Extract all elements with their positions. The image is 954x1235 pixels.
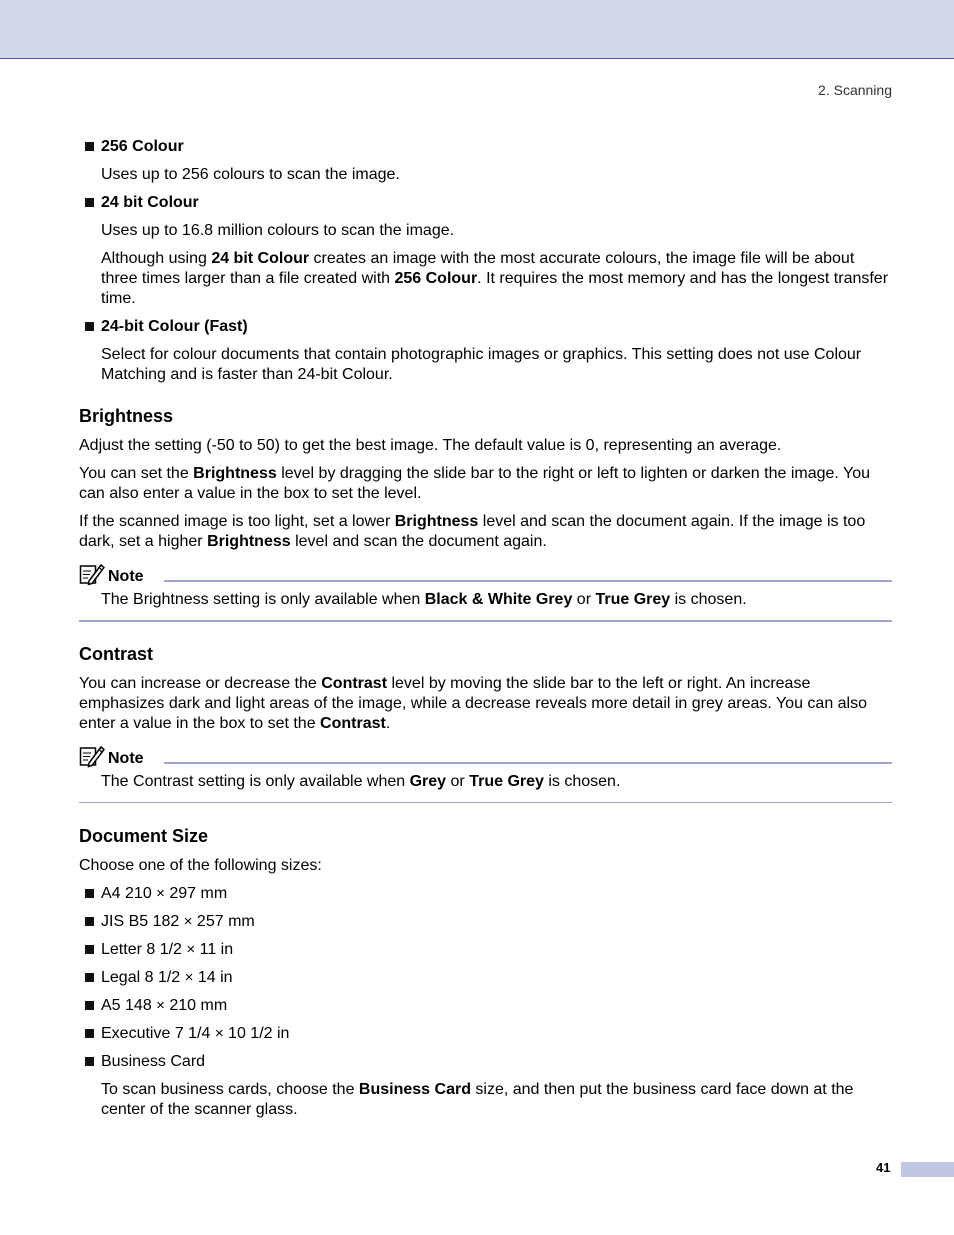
note-label: Note — [108, 750, 144, 767]
paragraph: You can set the Brightness level by dragging the slide bar to the right or left to lighten or darken the image. You can also enter a value in the box to set the level. — [79, 465, 871, 502]
page-number: 41 — [876, 1160, 891, 1175]
document-size-heading: Document Size — [79, 826, 209, 846]
size-item: Executive 7 1/4 × 10 1/2 in — [79, 1024, 892, 1044]
option-description: Select for colour documents that contain photographic images or graphics. This setting does not use Colour Matching and is faster than 24-bit Colour. — [101, 346, 862, 383]
option-description: Uses up to 16.8 million colours to scan the image. — [101, 222, 455, 239]
section-header: 2. Scanning — [818, 82, 892, 98]
note-pencil-icon — [79, 562, 105, 586]
size-item: JIS B5 182 × 257 mm — [79, 912, 892, 932]
note-pencil-icon — [79, 744, 105, 768]
business-card-text: To scan business cards, choose the Business Card size, and then put the business card face down at the center of the scanner glass. — [101, 1081, 854, 1118]
contrast-heading: Contrast — [79, 644, 154, 664]
bullet-item: 256 Colour — [79, 137, 892, 157]
colour24-detail: Although using 24 bit Colour creates an image with the most accurate colours, the image file will be about three times larger than a file created with 256 Colour. It requires the most memory and has the longest transfer time. — [101, 250, 889, 307]
note-divider — [164, 762, 892, 764]
paragraph: Adjust the setting (-50 to 50) to get the best image. The default value is 0, representing an average. — [79, 437, 782, 454]
size-item: Letter 8 1/2 × 11 in — [79, 940, 892, 960]
note-text: The Contrast setting is only available when Grey or True Grey is chosen. — [79, 772, 892, 803]
bullet-item: 24 bit Colour — [79, 193, 892, 213]
page-content — [79, 137, 892, 1128]
brightness-heading: Brightness — [79, 406, 174, 426]
note-box — [79, 746, 892, 803]
note-text: The Brightness setting is only available when Black & White Grey or True Grey is chosen. — [79, 590, 892, 622]
size-item: A5 148 × 210 mm — [79, 996, 892, 1016]
size-item: A4 210 × 297 mm — [79, 884, 892, 904]
paragraph: Choose one of the following sizes: — [79, 857, 322, 874]
size-item: Legal 8 1/2 × 14 in — [79, 968, 892, 988]
bullet-item: 24-bit Colour (Fast) — [79, 317, 892, 337]
note-box — [79, 564, 892, 622]
size-item: Business Card — [79, 1052, 892, 1072]
note-divider — [164, 580, 892, 582]
paragraph: You can increase or decrease the Contrast level by moving the slide bar to the left or right. An increase emphasizes dark and light areas of the image, while a decrease reveals more detail in grey areas. You can also enter a value in the box to set the Contrast. — [79, 675, 868, 732]
top-banner — [0, 0, 954, 59]
note-label: Note — [108, 568, 144, 585]
paragraph: If the scanned image is too light, set a lower Brightness level and scan the document again. If the image is too dark, set a higher Brightness level and scan the document again. — [79, 513, 866, 550]
page-tab — [901, 1162, 954, 1177]
option-description: Uses up to 256 colours to scan the image. — [101, 166, 400, 183]
